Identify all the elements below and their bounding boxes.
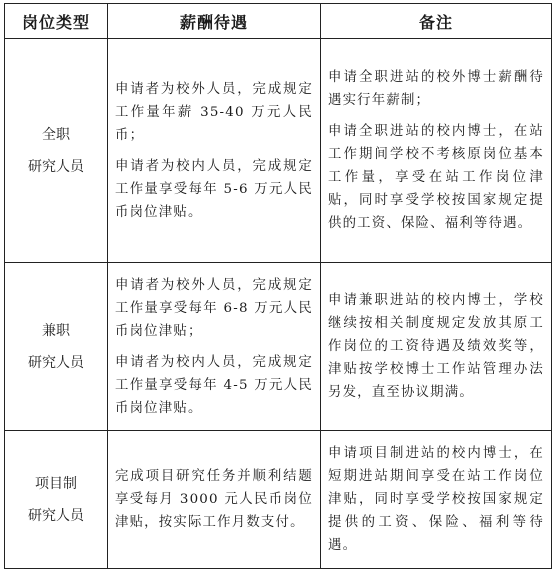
salary-cell [108,39,321,263]
position-type-cell [5,431,108,569]
position-type-cell [5,263,108,431]
position-type-line: 研究人员 [28,354,84,371]
salary-cell [108,431,321,569]
remarks-cell [321,263,552,431]
salary-paragraph: 申请者为校外人员，完成规定工作量年薪 35-40 万元人民币； [115,81,313,143]
table-row [5,263,552,431]
remarks-paragraph: 申请兼职进站的校内博士，学校继续按相关制度规定发放其原工作岗位的工资待遇及绩效奖等，津贴按学校博士工作站管理办法另发，直至协议期满。 [328,293,544,400]
remarks-cell [321,39,552,263]
position-type-line: 全职 [42,126,70,143]
header-salary: 薪酬待遇 [108,4,321,39]
salary-paragraph: 完成项目研究任务并顺利结题享受每月 3000 元人民币岗位津贴，按实际工作月数支付。 [115,469,313,530]
position-type-line: 兼职 [42,322,70,339]
salary-paragraph: 申请者为校内人员，完成规定工作量享受每年 4-5 万元人民币岗位津贴。 [115,354,313,416]
position-type-cell [5,39,108,263]
remarks-paragraph: 申请全职进站的校外博士薪酬待遇实行年薪制； [328,70,544,108]
remarks-paragraph: 申请项目制进站的校内博士，在短期进站期间享受在站工作岗位津贴，同时享受学校按国家规定提供的工资、保险、福利等待遇。 [328,446,544,553]
position-type-line: 项目制 [35,475,77,492]
table-row [5,39,552,263]
remarks-paragraph: 申请全职进站的校内博士，在站工作期间学校不考核原岗位基本工作量，享受在站工作岗位津贴，同时享受学校按国家规定提供的工资、保险、福利等待遇。 [328,124,544,231]
table-row [5,431,552,569]
header-remarks: 备注 [321,4,552,39]
salary-paragraph: 申请者为校内人员，完成规定工作量享受每年 5-6 万元人民币岗位津贴。 [115,158,313,220]
salary-paragraph: 申请者为校外人员，完成规定工作量享受每年 6-8 万元人民币岗位津贴； [115,277,313,339]
header-position-type: 岗位类型 [5,4,108,39]
salary-cell [108,263,321,431]
position-type-line: 研究人员 [28,507,84,524]
header-row [5,4,552,39]
policy-table [4,3,552,569]
position-type-line: 研究人员 [28,158,84,175]
remarks-cell [321,431,552,569]
